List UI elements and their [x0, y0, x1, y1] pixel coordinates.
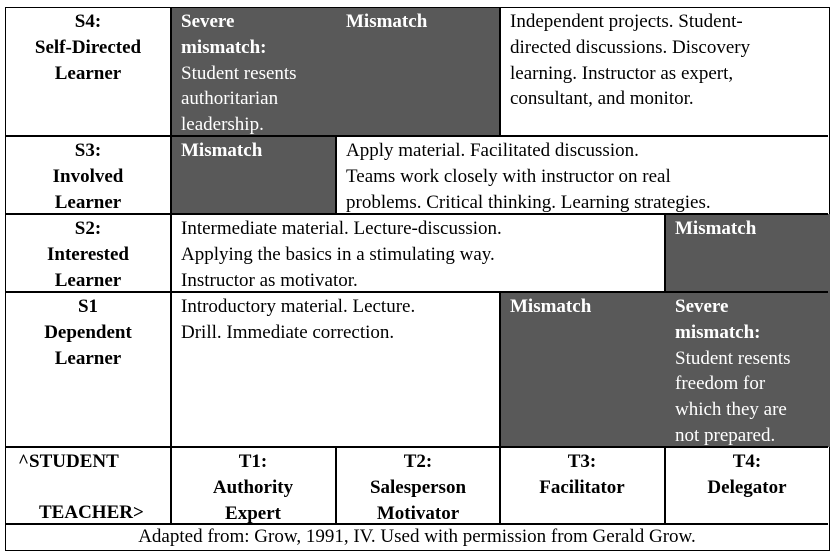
s4-mismatch-label: Mismatch [346, 11, 428, 32]
s1-mismatch-label: Mismatch [510, 296, 592, 317]
s1-severe-mismatch: Severe mismatch: Student resents freedom for which they are not prepared. [675, 296, 791, 446]
s4-severe-mismatch: Severe mismatch: Student resents authoritarian leadership. [181, 11, 297, 136]
s1-approach: Introductory material. Lecture. Drill. Immediate correction. [181, 296, 416, 343]
s2-approach: Intermediate material. Lecture-discussion. Applying the basics in a stimulating way. Instructor as motivator. [181, 218, 502, 291]
s3-approach: Apply material. Facilitated discussion. Teams work closely with instructor on real problems. Critical thinking. Learning strategies. [346, 140, 711, 213]
row-label-s3: S3: Involved Learner [52, 140, 124, 213]
teacher-t2: T2: Salesperson Motivator [369, 451, 467, 524]
row-label-s2: S2: Interested Learner [47, 218, 129, 291]
table-caption: Adapted from: Grow, 1991, IV. Used with permission from Gerald Grow. [138, 526, 696, 547]
col-divider [499, 292, 501, 447]
s4-approach: Independent projects. Student- directed discussions. Discovery learning. Instructor as expert, consultant, and monitor. [510, 11, 751, 110]
row-label-s4: S4: Self-Directed Learner [34, 11, 142, 84]
s2-mismatch-label: Mismatch [675, 218, 757, 239]
staged-self-directed-learning-table [5, 7, 830, 551]
teacher-t1: T1: Authority Expert [212, 451, 294, 524]
s3-mismatch-label: Mismatch [181, 140, 263, 161]
col-divider [664, 214, 666, 292]
col-divider [335, 136, 337, 214]
teacher-t4: T4: Delegator [707, 451, 787, 498]
teacher-t3: T3: Facilitator [539, 451, 625, 498]
col-divider [170, 8, 172, 524]
row-divider [6, 135, 828, 137]
col-divider [499, 8, 501, 136]
corner-header: ^STUDENT TEACHER> [18, 451, 144, 523]
row-label-s1: S1 Dependent Learner [44, 296, 132, 369]
